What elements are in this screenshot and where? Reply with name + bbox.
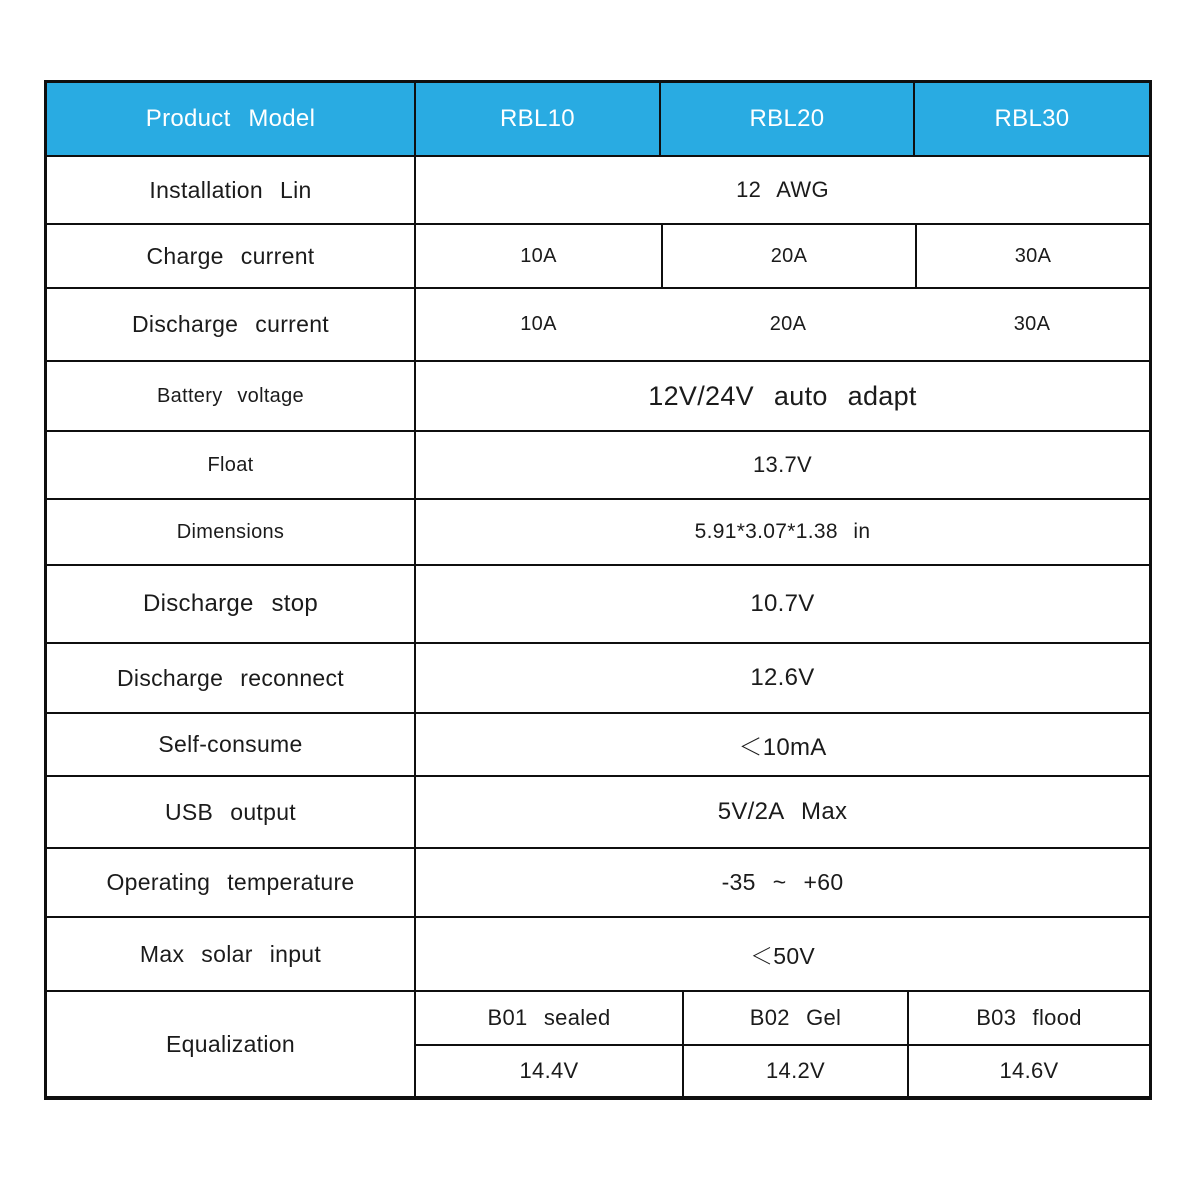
discharge-current-rbl10: 10A — [520, 313, 557, 335]
value-self-consume: ＜10mA — [414, 714, 1149, 775]
value-dimensions: 5.91*3.07*1.38 in — [414, 500, 1149, 564]
value-installation-line: 12 AWG — [414, 157, 1149, 223]
charge-current-rbl20: 20A — [661, 225, 915, 287]
header-cell-rbl20: RBL20 — [659, 83, 913, 155]
row-battery-voltage — [47, 360, 1149, 430]
value-usb-output: 5V/2A Max — [414, 777, 1149, 847]
value-battery-voltage: 12V/24V auto adapt — [414, 362, 1149, 430]
charge-current-values — [414, 225, 1149, 287]
equalization-voltage-b03: 14.6V — [907, 1046, 1149, 1096]
value-discharge-reconnect: 12.6V — [414, 644, 1149, 712]
table-header-row — [47, 83, 1149, 155]
value-discharge-stop: 10.7V — [414, 566, 1149, 642]
row-label-equalization: Equalization — [166, 1030, 295, 1057]
value-max-solar-input: ＜50V — [414, 918, 1149, 990]
discharge-current-rbl30: 30A — [1013, 313, 1051, 335]
row-discharge-stop — [47, 564, 1149, 642]
row-operating-temperature — [47, 847, 1149, 916]
row-label-installation-line: Installation Lin — [149, 176, 312, 203]
row-label-discharge-reconnect: Discharge reconnect — [117, 664, 344, 691]
equalization-voltage-b01: 14.4V — [519, 1058, 579, 1083]
row-max-solar-input — [47, 916, 1149, 990]
header-cell-rbl10: RBL10 — [414, 83, 659, 155]
charge-current-rbl30: 30A — [915, 225, 1149, 287]
row-label-float: Float — [207, 453, 254, 476]
row-label-discharge-current: Discharge current — [132, 311, 329, 337]
header-cell-rbl30: RBL30 — [913, 83, 1149, 155]
charge-current-rbl10: 10A — [520, 244, 557, 267]
row-self-consume — [47, 712, 1149, 775]
equalization-battery-type-row — [416, 992, 1149, 1044]
equalization-type-b02: B02 Gel — [682, 992, 907, 1044]
row-label-discharge-stop: Discharge stop — [142, 590, 319, 617]
row-installation-line — [47, 155, 1149, 223]
header-cell-product-model: Product Model — [47, 83, 414, 155]
value-operating-temperature: -35 ~ +60 — [414, 849, 1149, 916]
row-usb-output — [47, 775, 1149, 847]
row-discharge-reconnect — [47, 642, 1149, 712]
equalization-voltage-row — [416, 1044, 1149, 1096]
row-dimensions — [47, 498, 1149, 564]
equalization-subtable — [414, 992, 1149, 1096]
row-label-usb-output: USB output — [165, 798, 296, 825]
equalization-type-b03: B03 flood — [907, 992, 1149, 1044]
row-equalization — [47, 990, 1149, 1096]
value-float: 13.7V — [414, 432, 1149, 498]
row-label-dimensions: Dimensions — [176, 520, 285, 543]
row-label-battery-voltage: Battery voltage — [157, 384, 304, 407]
discharge-current-values — [414, 289, 1149, 360]
equalization-type-b01: B01 sealed — [487, 1005, 611, 1030]
discharge-current-rbl20: 20A — [769, 313, 807, 335]
row-label-self-consume: Self-consume — [158, 731, 303, 757]
row-discharge-current — [47, 287, 1149, 360]
row-float — [47, 430, 1149, 498]
equalization-voltage-b02: 14.2V — [682, 1046, 907, 1096]
row-label-max-solar-input: Max solar input — [139, 940, 322, 967]
row-label-operating-temperature: Operating temperature — [106, 869, 355, 895]
product-spec-table — [44, 80, 1152, 1100]
row-label-charge-current: Charge current — [146, 242, 315, 269]
row-charge-current — [47, 223, 1149, 287]
